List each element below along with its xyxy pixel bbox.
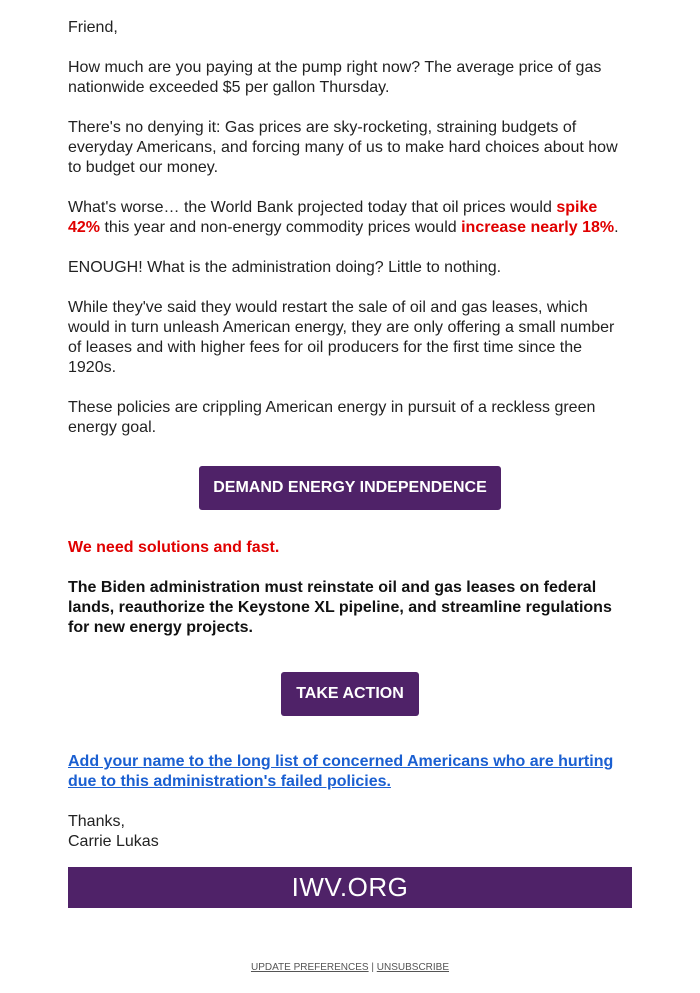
email-footer xyxy=(0,962,700,973)
signoff: Thanks, xyxy=(68,813,125,830)
footer-separator: | xyxy=(371,962,374,973)
petition-link[interactable]: Add your name to the long list of concerned Americans who are hurting due to this administration's failed policies. xyxy=(68,753,614,790)
highlight-increase: increase nearly 18% xyxy=(461,219,615,236)
paragraph-world-bank xyxy=(68,198,632,238)
highlight-spike: spike 42% xyxy=(68,199,598,236)
greeting: Friend, xyxy=(68,19,118,36)
demand-statement: The Biden administration must reinstate oil and gas leases on federal lands, reauthorize the Keystone XL pipeline, and streamline regulations for new energy projects. xyxy=(68,579,612,636)
update-preferences-link[interactable]: UPDATE PREFERENCES xyxy=(250,962,369,973)
paragraph-policies: These policies are crippling American energy in pursuit of a reckless green energy goal. xyxy=(68,399,596,436)
demand-button-wrap xyxy=(68,438,632,510)
paragraph-budgets: There's no denying it: Gas prices are sky-rocketing, straining budgets of everyday Americans, and forcing many of us to make hard choices about how to budget our money. xyxy=(68,119,618,176)
take-action-button-wrap xyxy=(68,638,632,716)
world-bank-text-3: . xyxy=(614,219,619,236)
paragraph-enough: ENOUGH! What is the administration doing? Little to nothing. xyxy=(68,259,502,276)
unsubscribe-link[interactable]: UNSUBSCRIBE xyxy=(376,962,450,973)
iwv-banner[interactable]: IWV.ORG xyxy=(68,867,632,908)
petition-paragraph xyxy=(68,752,632,792)
take-action-button[interactable]: TAKE ACTION xyxy=(281,672,419,716)
solutions-heading: We need solutions and fast. xyxy=(68,539,280,556)
paragraph-leases: While they've said they would restart the sale of oil and gas leases, which would in turn unleash American energy, they are only offering a small number of leases and with higher fees for oil producers for the first time since the 1920s. xyxy=(68,299,615,376)
world-bank-text-2: this year and non-energy commodity prices would xyxy=(100,219,462,236)
signature: Carrie Lukas xyxy=(68,833,159,850)
world-bank-text-1: What's worse… the World Bank projected today that oil prices would xyxy=(68,199,557,216)
demand-energy-independence-button[interactable]: DEMAND ENERGY INDEPENDENCE xyxy=(199,466,501,510)
email-content xyxy=(68,18,632,852)
paragraph-gas-price: How much are you paying at the pump right now? The average price of gas nationwide exceeded $5 per gallon Thursday. xyxy=(68,59,602,96)
